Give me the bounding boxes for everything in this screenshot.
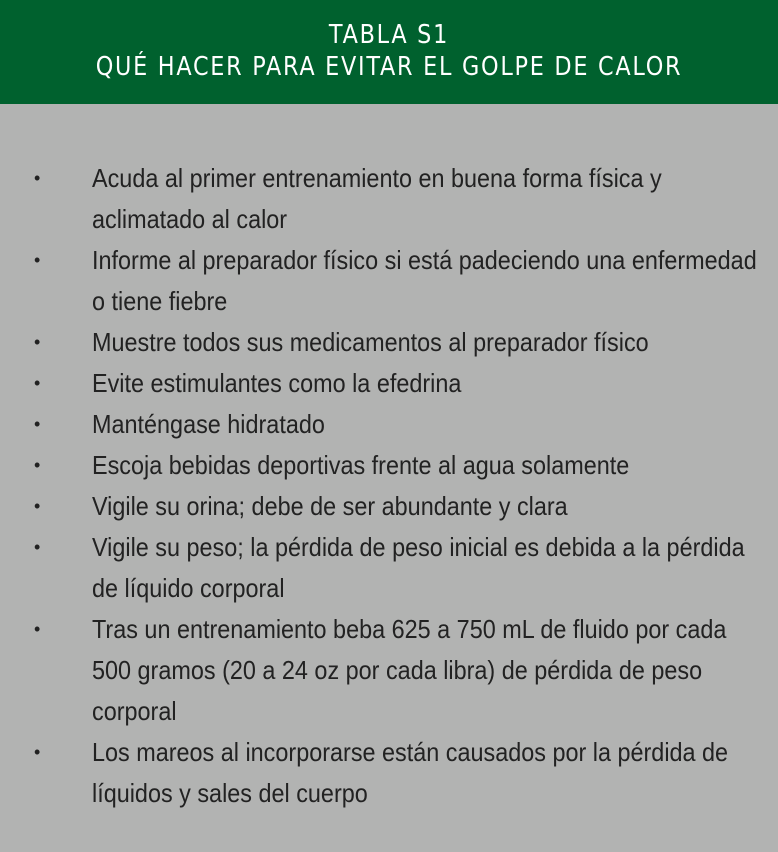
list-item — [0, 732, 778, 814]
bullet-icon: • — [34, 250, 41, 270]
table-title: QUÉ HACER PARA EVITAR EL GOLPE DE CALOR — [95, 52, 683, 82]
list-item — [0, 445, 778, 486]
table-label: TABLA S1 — [328, 20, 450, 50]
bullet-icon: • — [34, 619, 41, 639]
table-header — [0, 0, 778, 104]
list-item — [0, 486, 778, 527]
list-item — [0, 527, 778, 609]
list-item-text: Los mareos al incorporarse están causados por la pérdida de líquidos y sales del cuerpo — [92, 737, 729, 808]
list-item-text: Informe al preparador físico si está padeciendo una enfermedad o tiene fiebre — [92, 245, 757, 316]
list-item-text: Tras un entrenamiento beba 625 a 750 mL de fluido por cada 500 gramos (20 a 24 oz por cada libra) de pérdida de peso corporal — [92, 614, 727, 726]
list-item-text: Escoja bebidas deportivas frente al agua solamente — [92, 450, 630, 480]
list-item — [0, 404, 778, 445]
bullet-icon: • — [34, 373, 41, 393]
list-item-text: Vigile su peso; la pérdida de peso inicial es debida a la pérdida de líquido corporal — [92, 532, 745, 603]
list-item — [0, 158, 778, 240]
list-item-text: Evite estimulantes como la efedrina — [92, 368, 462, 398]
bullet-icon: • — [34, 332, 41, 352]
bullet-icon: • — [34, 537, 41, 557]
list-item-text: Muestre todos sus medicamentos al preparador físico — [92, 327, 649, 357]
bullet-icon: • — [34, 496, 41, 516]
list-item — [0, 322, 778, 363]
recommendation-list — [0, 158, 778, 814]
list-item-text: Manténgase hidratado — [92, 409, 325, 439]
list-item — [0, 363, 778, 404]
bullet-icon: • — [34, 414, 41, 434]
list-item — [0, 609, 778, 732]
bullet-icon: • — [34, 742, 41, 762]
list-item-text: Acuda al primer entrenamiento en buena forma física y aclimatado al calor — [92, 163, 662, 234]
list-item — [0, 240, 778, 322]
bullet-icon: • — [34, 455, 41, 475]
list-item-text: Vigile su orina; debe de ser abundante y clara — [92, 491, 568, 521]
bullet-icon: • — [34, 168, 41, 188]
